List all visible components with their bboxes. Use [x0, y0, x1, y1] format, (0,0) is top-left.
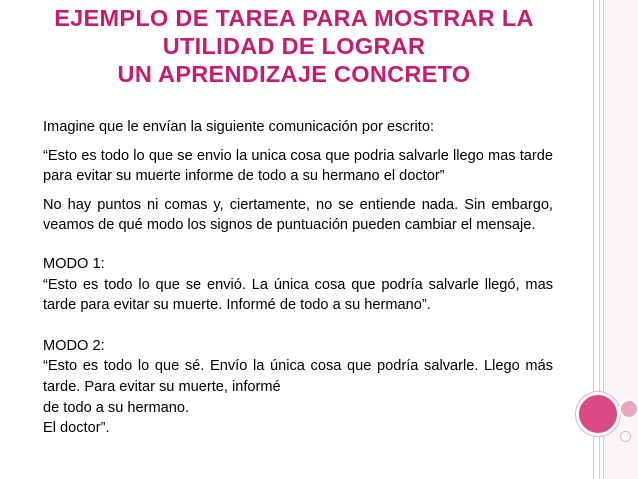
decorative-circle-tiny [620, 431, 631, 442]
intro-text: Imagine que le envían la siguiente comunicación por escrito: [43, 119, 435, 135]
modo-2-block [43, 336, 553, 439]
slide-body [43, 117, 553, 439]
explanation-text: No hay puntos ni comas y, ciertamente, no se entiende nada. Sin embargo, veamos de qué modo los signos de puntuación pueden cambiar el mensaje. [43, 196, 553, 234]
slide-title [30, 4, 558, 88]
title-line-1: EJEMPLO DE TAREA PARA MOSTRAR LA [54, 5, 534, 31]
modo-1-label: MODO 1: [43, 255, 105, 272]
title-line-2: UTILIDAD DE LOGRAR [162, 33, 426, 59]
modo-2-label: MODO 2: [43, 337, 105, 354]
original-message-quote: “Esto es todo lo que se envio la unica cosa que podria salvarle llego mas tarde para evitar su muerte informe de todo a su hermano el doctor” [43, 147, 553, 185]
modo-1-text: “Esto es todo lo que se envió. La única cosa que podría salvarle llegó, mas tarde para evitar su muerte. Informé de todo a su hermano”. [43, 276, 553, 314]
decorative-circle-small [619, 399, 638, 419]
modo-2-text-line-2: de todo a su hermano. [43, 399, 190, 416]
modo-2-text-line-1: “Esto es todo lo que sé. Envío la única cosa que podría salvarle. Llego más tarde. Para evitar su muerte, informé [43, 358, 553, 395]
modo-2-text-line-3: El doctor”. [43, 420, 110, 437]
decorative-circle-large [576, 392, 620, 436]
title-line-3: UN APRENDIZAJE CONCRETO [117, 61, 471, 87]
modo-1-block [43, 254, 553, 316]
